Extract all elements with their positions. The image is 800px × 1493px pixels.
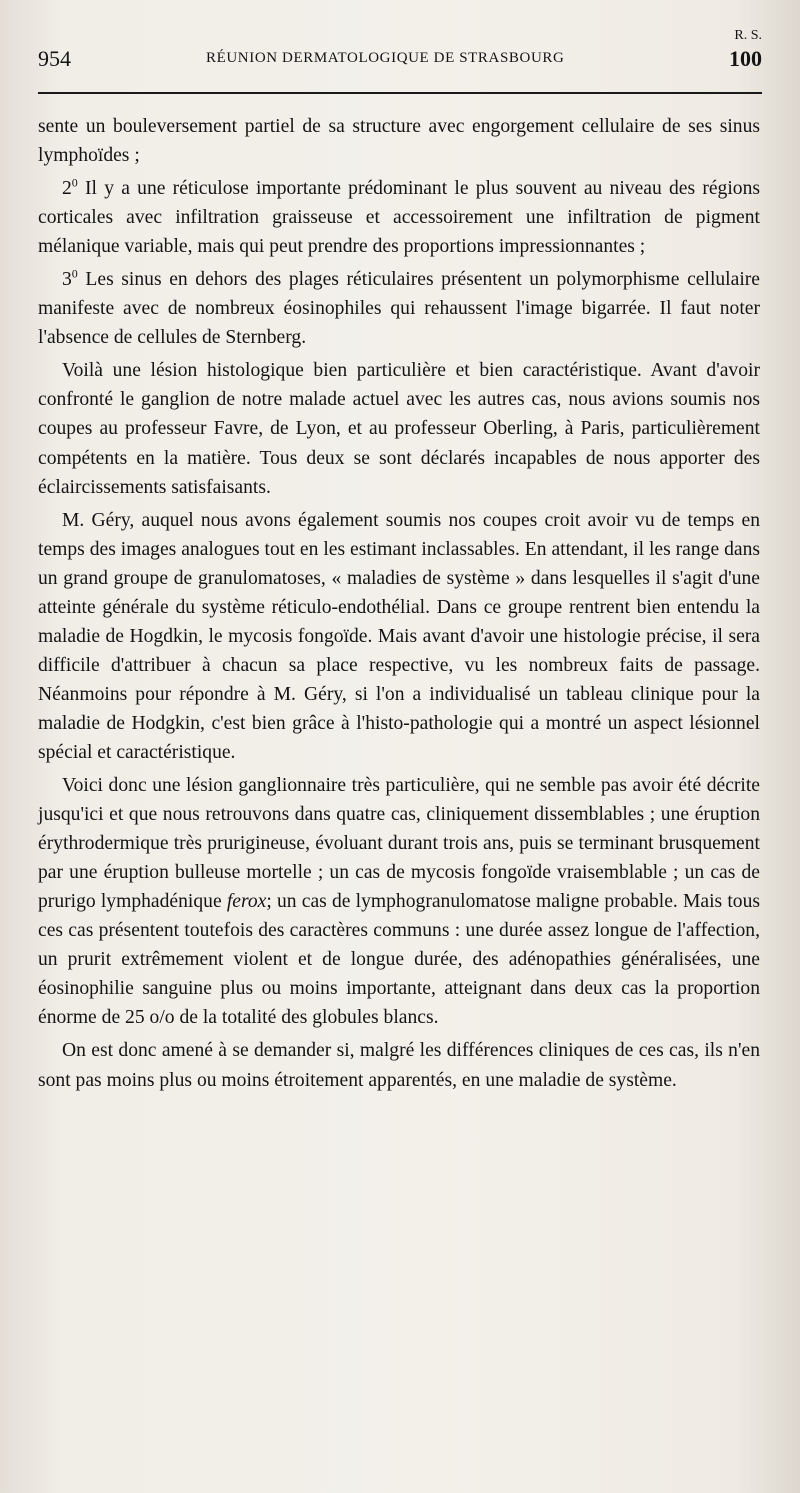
paragraph-text: Voilà une lésion histologique bien particulière et bien caractéristique. Avant d'avoir confronté le ganglion de notre malade actuel avec les autres cas, nous avions soumis nos coupes au professeur Favre, de Lyon, et au professeur Oberling, à Paris, particulièrement compétents en la matière. Tous deux se sont déclarés incapables de nous apporter des éclaircissements satisfaisants. bbox=[38, 360, 760, 498]
paragraph-gery bbox=[38, 506, 760, 767]
header-rule bbox=[38, 92, 762, 94]
list-number: 3 bbox=[62, 269, 72, 291]
ordinal-superscript: 0 bbox=[71, 266, 78, 281]
ordinal-superscript: 0 bbox=[71, 175, 78, 190]
journal-section-label: R. S. bbox=[734, 28, 762, 43]
paragraph-conclusion bbox=[38, 1036, 760, 1094]
running-title: RÉUNION DERMATOLOGIQUE DE STRASBOURG bbox=[206, 50, 565, 66]
paragraph-text: sente un bouleversement partiel de sa structure avec engorgement cellulaire de ses sinus lymphoïdes ; bbox=[38, 116, 760, 167]
page-header bbox=[38, 28, 764, 90]
paragraph-lesion bbox=[38, 356, 760, 501]
page-number: 954 bbox=[38, 46, 71, 71]
paragraph-point-3 bbox=[38, 265, 760, 352]
paragraph-text: Il y a une réticulose importante prédominant le plus souvent au niveau des régions corticales avec infiltration graisseuse et accessoirement une infiltration de pigment mélanique variable, mais qui peut prendre des proportions impressionnantes ; bbox=[38, 178, 760, 258]
paragraph-point-2 bbox=[38, 174, 760, 261]
journal-section-number: 100 bbox=[729, 46, 762, 71]
paragraph-text: On est donc amené à se demander si, malgré les différences cliniques de ces cas, ils n'en sont pas moins plus ou moins étroitement apparentés, en une maladie de système. bbox=[38, 1040, 760, 1091]
body-text bbox=[38, 112, 760, 1095]
paragraph-continuation bbox=[38, 112, 760, 170]
paragraph-text: M. Géry, auquel nous avons également soumis nos coupes croit avoir vu de temps en temps des images analogues tout en les estimant inclassables. En attendant, il les range dans un grand groupe de granulomatoses, « maladies de système » dans lesquelles il s'agit d'une atteinte générale du système réticulo-endothélial. Dans ce groupe rentrent bien entendu la maladie de Hogdkin, le mycosis fongoïde. Mais avant d'avoir une histologie précise, il sera difficile d'attribuer à chacun sa place respective, vu les nombreux faits de passage. Néanmoins pour répondre à M. Géry, si l'on a individualisé un tableau clinique pour la maladie de Hodgkin, c'est bien grâce à l'histo-pathologie qui a montré un aspect lésionnel spécial et caractéristique. bbox=[38, 509, 760, 763]
paragraph-text: ; un cas de lymphogranulomatose maligne probable. Mais tous ces cas présentent toutefois des caractères communs : une durée assez longue de l'affection, un prurit extrêmement violent et de longue durée, des adénopathies généralisées, une éosinophilie sanguine plus ou moins importante, atteignant dans deux cas la proportion énorme de 25 o/o de la totalité des globules blancs. bbox=[38, 891, 761, 1029]
paragraph-text: Voici donc une lésion ganglionnaire très particulière, qui ne semble pas avoir été décrite jusqu'ici et que nous retrouvons dans quatre cas, cliniquement dissemblables ; une éruption érythrodermique très prurigineuse, évoluant durant trois ans, puis se terminant brusquement par une éruption bulleuse mortelle ; un cas de mycosis fongoïde vraisemblable ; un cas de prurigo lymphadénique bbox=[38, 775, 760, 913]
list-number: 2 bbox=[62, 178, 72, 200]
paragraph-text: Les sinus en dehors des plages réticulaires présentent un polymorphisme cellulaire manifeste avec de nombreux éosinophiles qui rehaussent l'image bigarrée. Il faut noter l'absence de cellules de Sternberg. bbox=[38, 269, 760, 349]
italic-term: ferox bbox=[226, 891, 267, 913]
paragraph-cases bbox=[38, 771, 760, 1032]
